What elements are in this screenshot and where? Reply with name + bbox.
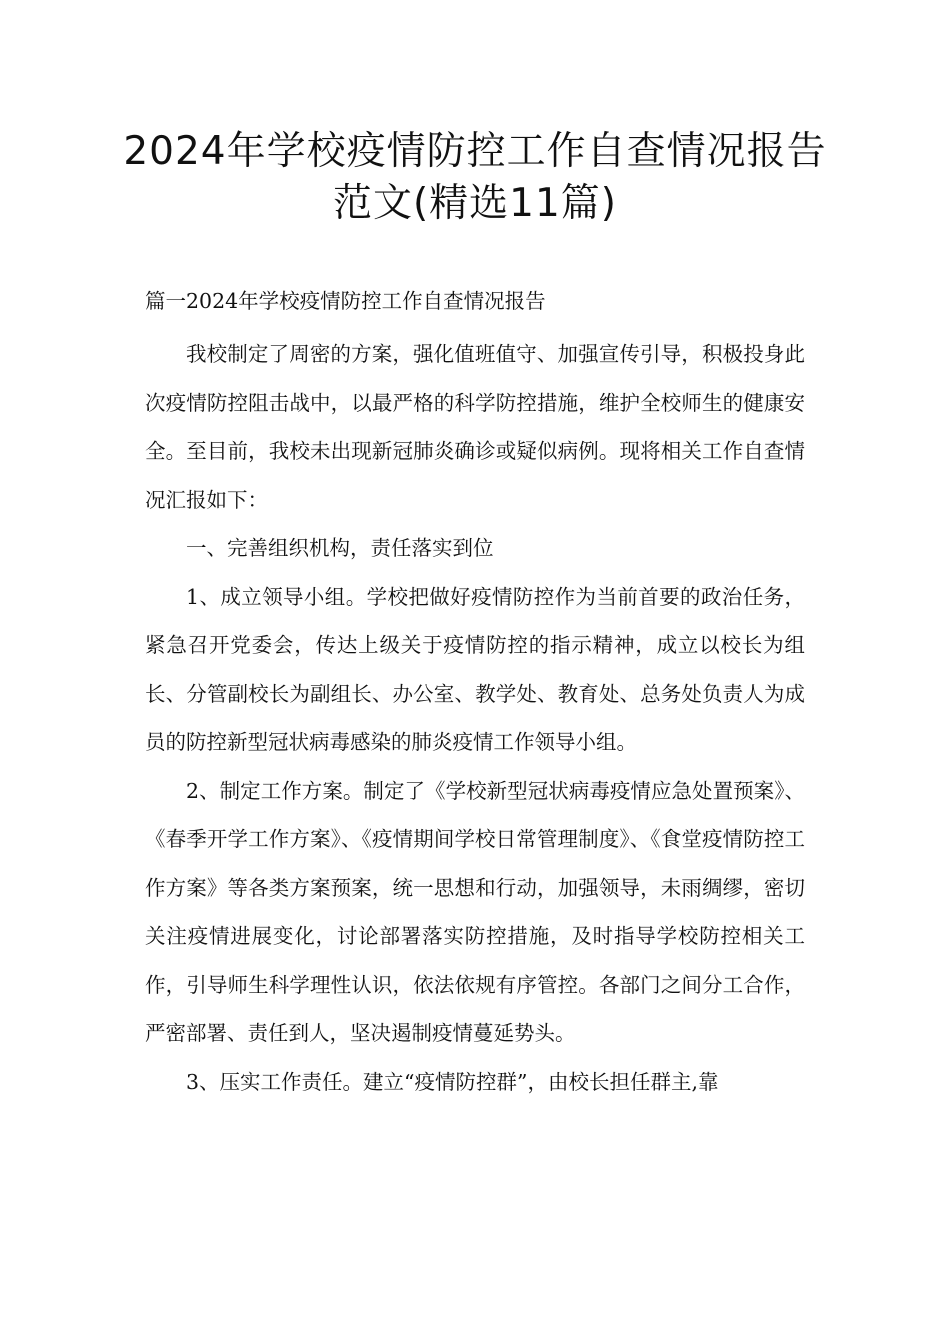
section-heading: 篇一2024年学校疫情防控工作自查情况报告 (145, 289, 546, 313)
paragraph-item-1: 1、成立领导小组。学校把做好疫情防控作为当前首要的政治任务，紧急召开党委会，传达上级关于疫情防控的指示精神，成立以校长为组长、分管副校长为副组长、办公室、教学处、教育处、总务处负责人为成员的防控新型冠状病毒感染的肺炎疫情工作领导小组。 (145, 584, 805, 754)
paragraph-intro: 我校制定了周密的方案，强化值班值守、加强宣传引导，积极投身此次疫情防控阻击战中，以最严格的科学防控措施，维护全校师生的健康安全。至目前，我校未出现新冠肺炎确诊或疑似病例。现将相关工作自查情况汇报如下： (145, 342, 805, 512)
title-line-1: 2024年学校疫情防控工作自查情况报告 (123, 129, 827, 174)
paragraph-subheading-1: 一、完善组织机构，责任落实到位 (186, 536, 494, 560)
paragraph-item-3: 3、压实工作责任。建立“疫情防控群”，由校长担任群主,靠 (186, 1069, 719, 1094)
title-line-2: 范文(精选11篇) (332, 181, 618, 226)
document-title (110, 126, 840, 230)
paragraph-item-2: 2、制定工作方案。制定了《学校新型冠状病毒疫情应急处置预案》、《春季开学工作方案》、《疫情期间学校日常管理制度》、《食堂疫情防控工作方案》等各类方案预案，统一思想和行动，加强领导，未雨绸缪，密切关注疫情进展变化，讨论部署落实防控措施，及时指导学校防控相关工作，引导师生科学理性认识，依法依规有序管控。各部门之间分工合作，严密部署、责任到人，坚决遏制疫情蔓延势头。 (145, 778, 805, 1045)
document-body (145, 282, 805, 1106)
